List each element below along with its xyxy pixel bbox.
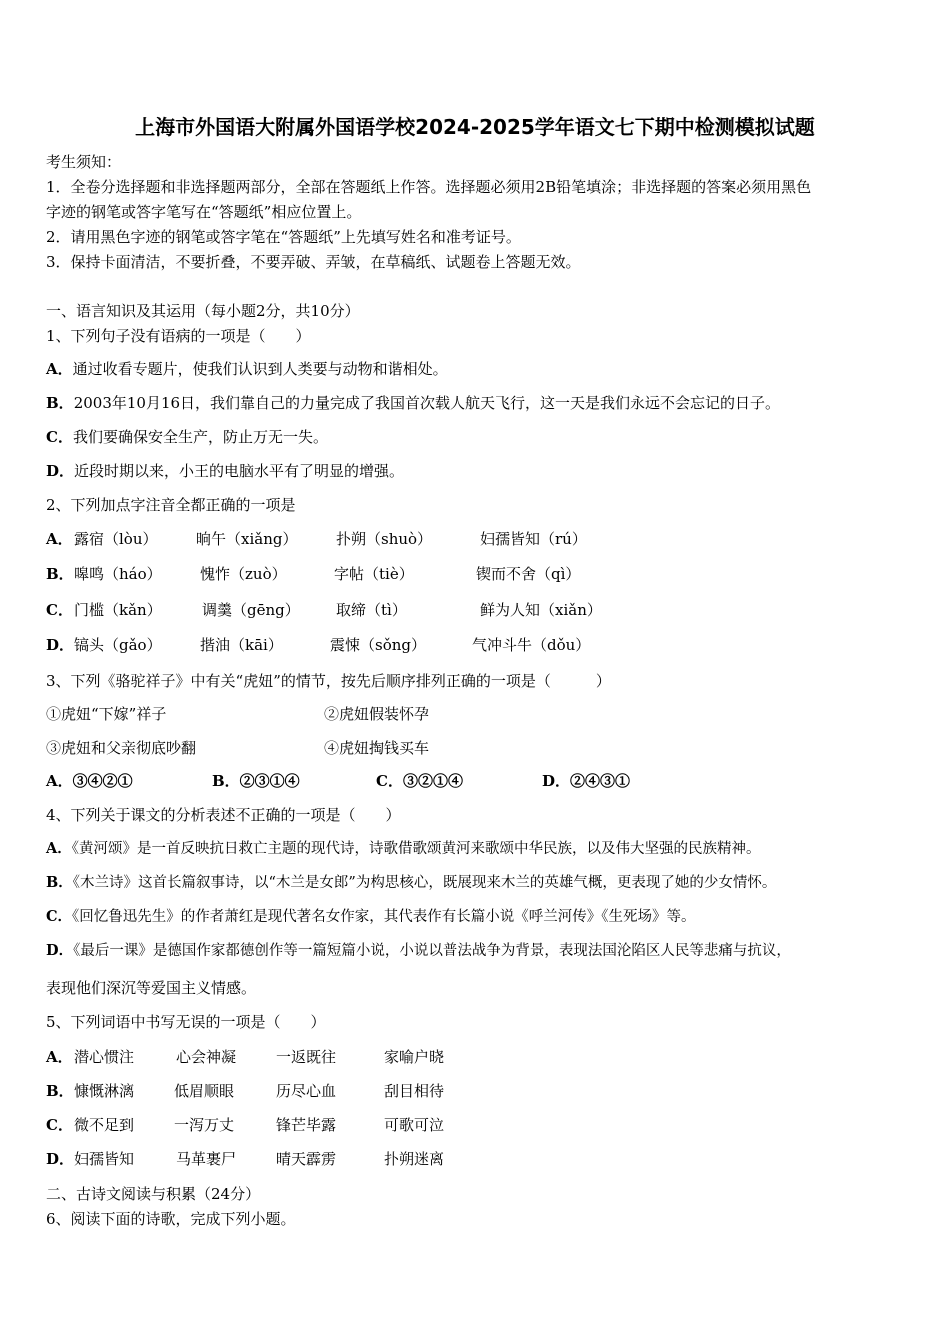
q5-item: 低眉顺眼 bbox=[174, 1082, 235, 1100]
q5-item: 晴天霹雳 bbox=[276, 1150, 337, 1168]
q2-item: 嗥鸣（háo） bbox=[74, 565, 162, 583]
notice-item-3: 3．保持卡面清洁，不要折叠，不要弄破、弄皱，在草稿纸、试题卷上答题无效。 bbox=[46, 253, 581, 271]
q2-item: 调羹（gēng） bbox=[202, 601, 300, 619]
q5-option-label: C． bbox=[46, 1116, 73, 1134]
q5-item: 扑朔迷离 bbox=[384, 1150, 445, 1168]
q1-option-d-text: 近段时期以来，小王的电脑水平有了明显的增强。 bbox=[74, 462, 405, 480]
section-2-heading: 二、古诗文阅读与积累（24分） bbox=[46, 1185, 261, 1203]
q5-option-label: A． bbox=[46, 1048, 73, 1066]
q4-option-d: D．《最后一课》是德国作家都德创作等一篇短篇小说，小说以普法战争为背景，表现法国沦陷区人民等悲痛与抗议， bbox=[46, 942, 791, 959]
q2-stem: 2、下列加点字注音全都正确的一项是 bbox=[46, 496, 296, 514]
q5-item: 潜心惯注 bbox=[74, 1048, 135, 1066]
q2-item: 妇孺皆知（rú） bbox=[480, 530, 587, 548]
q5-stem: 5、下列词语中书写无误的一项是（ ） bbox=[46, 1013, 326, 1031]
q2-item: 震悚（sǒng） bbox=[330, 636, 426, 654]
section-1-heading: 一、语言知识及其运用（每小题2分，共10分） bbox=[46, 302, 360, 320]
q1-option-b: B．2003年10月16日，我们靠自己的力量完成了我国首次载人航天飞行，这一天是我们永远不会忘记的日子。 bbox=[46, 394, 781, 412]
q3-event-4: ④虎妞掏钱买车 bbox=[324, 739, 430, 757]
q5-item: 心会神凝 bbox=[176, 1048, 237, 1066]
q1-option-a-text: 通过收看专题片，使我们认识到人类要与动物和谐相处。 bbox=[72, 360, 448, 378]
q1-option-c-text: 我们要确保安全生产，防止万无一失。 bbox=[72, 428, 328, 446]
q2-item: 锲而不舍（qì） bbox=[476, 565, 581, 583]
q5-option-label: B． bbox=[46, 1082, 74, 1100]
q2-item: 门槛（kǎn） bbox=[74, 601, 162, 619]
q2-item: 露宿（lòu） bbox=[74, 530, 158, 548]
q5-item: 马革裹尸 bbox=[176, 1150, 237, 1168]
q3-option-b: B．②③①④ bbox=[212, 772, 300, 790]
q3-event-3: ③虎妞和父亲彻底吵翻 bbox=[46, 739, 197, 757]
q2-item: 鲜为人知（xiǎn） bbox=[480, 601, 602, 619]
q4-option-b-text: 《木兰诗》这首长篇叙事诗，以“木兰是女郎”为构思核心，既展现来木兰的英雄气概，更表现了她的少女情怀。 bbox=[72, 875, 777, 891]
q2-option-label: A． bbox=[46, 530, 73, 548]
q5-item: 可歌可泣 bbox=[384, 1116, 445, 1134]
q4-option-c-text: 《回忆鲁迅先生》的作者萧红是现代著名女作家，其代表作有长篇小说《呼兰河传》《生死场》等。 bbox=[72, 909, 696, 925]
q1-stem: 1、下列句子没有语病的一项是（ ） bbox=[46, 327, 311, 345]
q4-option-c: C．《回忆鲁迅先生》的作者萧红是现代著名女作家，其代表作有长篇小说《呼兰河传》《生死场》等。 bbox=[46, 908, 696, 925]
q5-item: 家喻户晓 bbox=[384, 1048, 445, 1066]
q2-item: 气冲斗牛（dǒu） bbox=[472, 636, 591, 654]
q4-stem: 4、下列关于课文的分析表述不正确的一项是（ ） bbox=[46, 806, 401, 824]
q2-item: 愧怍（zuò） bbox=[200, 565, 287, 583]
q3-option-d: D．②④③① bbox=[542, 772, 631, 790]
q2-item: 晌午（xiǎng） bbox=[196, 530, 298, 548]
q5-item: 妇孺皆知 bbox=[74, 1150, 135, 1168]
q2-item: 取缔（tì） bbox=[336, 601, 407, 619]
q5-item: 历尽心血 bbox=[276, 1082, 337, 1100]
q4-option-b: B．《木兰诗》这首长篇叙事诗，以“木兰是女郎”为构思核心，既展现来木兰的英雄气概，更表现了她的少女情怀。 bbox=[46, 874, 777, 891]
q5-item: 一返既往 bbox=[276, 1048, 337, 1066]
q2-item: 字帖（tiè） bbox=[334, 565, 414, 583]
q1-option-d: D．近段时期以来，小王的电脑水平有了明显的增强。 bbox=[46, 462, 405, 480]
notice-heading: 考生须知： bbox=[46, 153, 122, 171]
q5-item: 慷慨淋漓 bbox=[74, 1082, 135, 1100]
q2-item: 揩油（kāi） bbox=[200, 636, 283, 654]
q4-option-d-text: 《最后一课》是德国作家都德创作等一篇短篇小说，小说以普法战争为背景，表现法国沦陷区人民等悲痛与抗议， bbox=[73, 943, 791, 959]
q5-item: 锋芒毕露 bbox=[276, 1116, 337, 1134]
q3-option-c: C．③②①④ bbox=[376, 772, 463, 790]
q3-stem: 3、下列《骆驼祥子》中有关“虎妞”的情节，按先后顺序排列正确的一项是（ ） bbox=[46, 672, 611, 690]
notice-item-1-cont: 字迹的钢笔或答字笔写在“答题纸”相应位置上。 bbox=[46, 203, 362, 221]
q3-option-a: A．③④②① bbox=[46, 772, 133, 790]
q1-option-c: C．我们要确保安全生产，防止万无一失。 bbox=[46, 428, 328, 446]
q1-option-b-text: 2003年10月16日，我们靠自己的力量完成了我国首次载人航天飞行，这一天是我们永远不会忘记的日子。 bbox=[73, 394, 781, 412]
q2-item: 镐头（gǎo） bbox=[74, 636, 162, 654]
q5-item: 一泻万丈 bbox=[174, 1116, 235, 1134]
notice-item-2: 2．请用黑色字迹的钢笔或答字笔在“答题纸”上先填写姓名和准考证号。 bbox=[46, 228, 521, 246]
q3-event-2: ②虎妞假装怀孕 bbox=[324, 705, 430, 723]
page-title: 上海市外国语大附属外国语学校2024-2025学年语文七下期中检测模拟试题 bbox=[135, 115, 815, 139]
q5-item: 刮目相待 bbox=[384, 1082, 445, 1100]
q1-option-a: A．通过收看专题片，使我们认识到人类要与动物和谐相处。 bbox=[46, 360, 448, 378]
q5-option-label: D． bbox=[46, 1150, 75, 1168]
q4-option-a-text: 《黄河颂》是一首反映抗日救亡主题的现代诗，诗歌借歌颂黄河来歌颂中华民族，以及伟大坚强的民族精神。 bbox=[71, 841, 761, 857]
q3-event-1: ①虎妞“下嫁”祥子 bbox=[46, 705, 167, 723]
q6-stem: 6、阅读下面的诗歌，完成下列小题。 bbox=[46, 1210, 296, 1228]
q4-option-a: A．《黄河颂》是一首反映抗日救亡主题的现代诗，诗歌借歌颂黄河来歌颂中华民族，以及伟大坚强的民族精神。 bbox=[46, 840, 761, 857]
notice-item-1: 1．全卷分选择题和非选择题两部分，全部在答题纸上作答。选择题必须用2B铅笔填涂；非选择题的答案必须用黑色 bbox=[46, 178, 812, 196]
q5-item: 微不足到 bbox=[74, 1116, 135, 1134]
q4-option-d-cont: 表现他们深沉等爱国主义情感。 bbox=[46, 979, 257, 997]
q2-option-label: C． bbox=[46, 601, 73, 619]
q2-option-label: D． bbox=[46, 636, 75, 654]
q2-option-label: B． bbox=[46, 565, 74, 583]
q2-item: 扑朔（shuò） bbox=[336, 530, 433, 548]
